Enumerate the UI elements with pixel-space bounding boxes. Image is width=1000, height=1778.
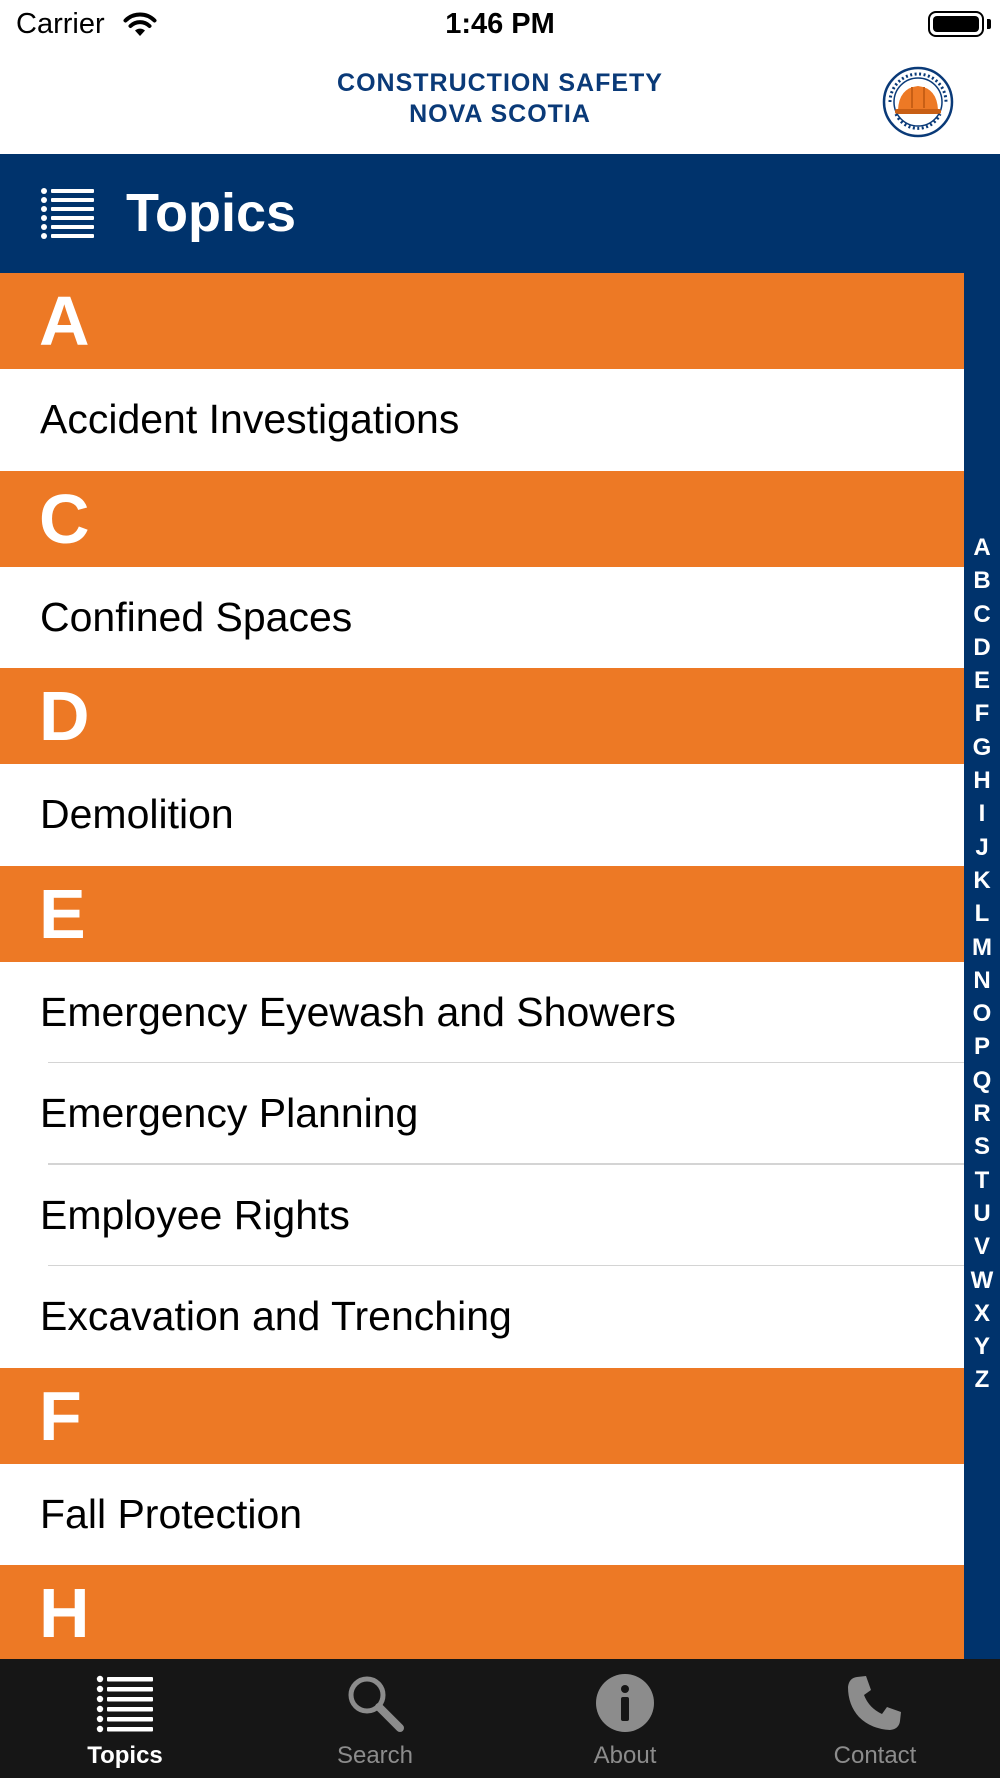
alphabet-index-letters[interactable]: [964, 531, 1000, 1397]
phone-icon: [845, 1673, 905, 1733]
index-letter-f[interactable]: F: [974, 700, 990, 728]
index-letter-p[interactable]: P: [973, 1033, 990, 1061]
brand-title: [300, 68, 700, 130]
index-letter-c[interactable]: C: [973, 600, 991, 628]
section-header-c: C: [0, 471, 964, 567]
status-bar: [0, 0, 1000, 50]
page-title: Topics: [126, 183, 297, 243]
tab-search-label: Search: [336, 1742, 414, 1769]
tab-topics-label: Topics: [87, 1742, 163, 1769]
index-letter-q[interactable]: Q: [972, 1066, 992, 1094]
menu-list-icon[interactable]: [40, 186, 96, 242]
index-letter-i[interactable]: I: [978, 800, 986, 828]
clock: 1:46 PM: [445, 8, 555, 40]
index-letter-k[interactable]: K: [973, 866, 991, 894]
index-letter-d[interactable]: D: [973, 633, 991, 661]
section-header-f: F: [0, 1368, 964, 1464]
index-letter-a[interactable]: A: [973, 534, 991, 561]
tab-contact[interactable]: [750, 1659, 1000, 1778]
search-icon: [345, 1673, 405, 1733]
index-letter-m[interactable]: M: [972, 933, 992, 961]
index-letter-t[interactable]: T: [974, 1166, 990, 1194]
battery-cap: [987, 19, 991, 29]
index-letter-l[interactable]: L: [974, 900, 990, 928]
brand-title-line1: CONSTRUCTION SAFETY: [337, 69, 663, 97]
tab-search[interactable]: [250, 1659, 500, 1778]
info-icon: [595, 1673, 655, 1733]
section-header-d: D: [0, 668, 964, 764]
index-letter-x[interactable]: X: [973, 1299, 990, 1327]
tab-contact-label: Contact: [833, 1742, 917, 1769]
index-letter-n[interactable]: N: [973, 966, 991, 994]
index-letter-r[interactable]: R: [973, 1100, 991, 1128]
navigation-bar: [0, 154, 1000, 273]
section-header-h: H: [0, 1565, 964, 1659]
index-letter-h[interactable]: H: [973, 767, 991, 795]
carrier-label: Carrier: [16, 8, 105, 40]
alphabet-index[interactable]: [964, 273, 1000, 1659]
index-letter-y[interactable]: Y: [973, 1333, 990, 1361]
topic-list: [0, 273, 964, 1659]
index-letter-g[interactable]: G: [972, 733, 992, 761]
list-item[interactable]: Demolition: [0, 764, 964, 866]
list-item[interactable]: Fall Protection: [0, 1464, 964, 1566]
section-header-a: A: [0, 273, 964, 369]
brand-header: [0, 50, 1000, 154]
list-item[interactable]: Confined Spaces: [0, 567, 964, 669]
section-header-e: E: [0, 866, 964, 962]
index-letter-e[interactable]: E: [973, 667, 990, 695]
index-letter-w[interactable]: W: [970, 1266, 994, 1294]
index-letter-v[interactable]: V: [973, 1233, 990, 1261]
list-icon: [95, 1673, 155, 1733]
index-letter-b[interactable]: B: [973, 567, 991, 595]
brand-title-line2: NOVA SCOTIA: [409, 100, 591, 128]
list-item[interactable]: Excavation and Trenching: [0, 1266, 964, 1368]
index-letter-z[interactable]: Z: [974, 1366, 990, 1394]
battery-icon: [928, 11, 984, 37]
tab-bar: [0, 1659, 1000, 1778]
list-item[interactable]: Accident Investigations: [0, 369, 964, 471]
tab-about-label: About: [593, 1742, 657, 1769]
index-letter-j[interactable]: J: [975, 833, 989, 861]
list-item[interactable]: Employee Rights: [0, 1165, 964, 1267]
index-letter-s[interactable]: S: [973, 1133, 990, 1161]
list-item[interactable]: Emergency Eyewash and Showers: [0, 962, 964, 1064]
tab-about[interactable]: [500, 1659, 750, 1778]
construction-safety-seal-icon: [882, 66, 954, 138]
index-letter-o[interactable]: O: [972, 1000, 992, 1028]
tab-topics[interactable]: [0, 1659, 250, 1778]
list-item[interactable]: Emergency Planning: [0, 1063, 964, 1165]
index-letter-u[interactable]: U: [973, 1199, 991, 1227]
